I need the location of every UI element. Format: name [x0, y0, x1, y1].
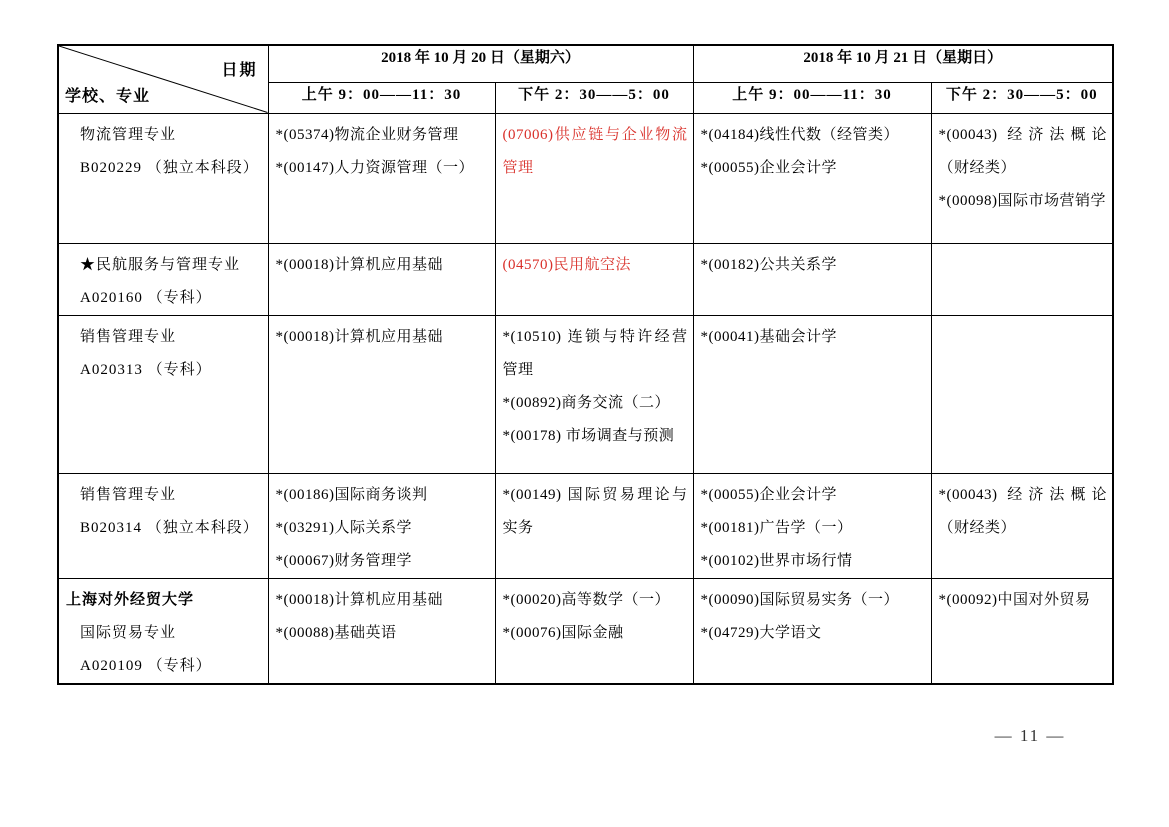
- session-header-sat-afternoon: 下午 2：30——5：00: [495, 82, 693, 113]
- school-profession-cell: [58, 473, 268, 578]
- header-date-row: [58, 45, 1113, 82]
- date-axis-label: 日期: [221, 62, 258, 79]
- table-row: [58, 113, 1113, 243]
- course-item: *(00892)商务交流（二）: [502, 394, 670, 411]
- session-courses-cell: [931, 578, 1113, 684]
- session-courses-cell: [693, 473, 931, 578]
- school-profession-cell: [58, 315, 268, 473]
- profession-label: A020313 （专科）: [80, 361, 212, 378]
- course-item: *(00018)计算机应用基础: [275, 591, 443, 608]
- school-profession-cell: [58, 243, 268, 315]
- course-item: *(00018)计算机应用基础: [275, 328, 443, 345]
- session-courses-cell: [268, 315, 495, 473]
- profession-label: B020314 （独立本科段）: [80, 519, 259, 536]
- course-item: *(00147)人力资源管理（一）: [275, 159, 474, 176]
- course-item: *(00043) 经济法概论（财经类）: [938, 126, 1108, 176]
- exam-table-body: [58, 113, 1113, 684]
- page-number: — 11 —: [994, 726, 1066, 745]
- course-item: *(04184)线性代数（经管类）: [700, 126, 900, 143]
- course-item: *(00055)企业会计学: [700, 486, 838, 503]
- date-header-sunday: 2018 年 10 月 21 日（星期日）: [693, 45, 1113, 82]
- course-item: *(00076)国际金融: [502, 624, 624, 641]
- session-courses-cell: [931, 113, 1113, 243]
- course-item: *(05374)物流企业财务管理: [275, 126, 459, 143]
- profession-label: 国际贸易专业: [80, 624, 177, 641]
- course-item: *(00181)广告学（一）: [700, 519, 853, 536]
- course-item: *(00098)国际市场营销学: [938, 192, 1107, 209]
- course-item: *(00018)计算机应用基础: [275, 256, 443, 273]
- course-item: *(00020)高等数学（一）: [502, 591, 670, 608]
- session-courses-cell: [693, 578, 931, 684]
- session-courses-cell: [931, 473, 1113, 578]
- school-profession-cell: [58, 578, 268, 684]
- course-item: *(00182)公共关系学: [700, 256, 838, 273]
- course-item-new-red: (04570)民用航空法: [502, 256, 631, 273]
- course-item: *(10510) 连锁与特许经营管理: [502, 328, 688, 378]
- table-row: [58, 473, 1113, 578]
- session-courses-cell: [931, 315, 1113, 473]
- session-courses-cell: [268, 243, 495, 315]
- course-item: *(00092)中国对外贸易: [938, 591, 1091, 608]
- course-item: *(00067)财务管理学: [275, 552, 412, 569]
- course-item: *(00149) 国际贸易理论与实务: [502, 486, 688, 536]
- course-item: *(00090)国际贸易实务（一）: [700, 591, 900, 608]
- session-courses-cell: [495, 473, 693, 578]
- profession-label: A020160 （专科）: [80, 289, 212, 306]
- session-courses-cell: [495, 243, 693, 315]
- school-major-axis-label: 学校、专业: [65, 87, 151, 105]
- profession-label: ★民航服务与管理专业: [80, 256, 241, 273]
- date-header-saturday: 2018 年 10 月 20 日（星期六）: [268, 45, 693, 82]
- course-item: *(00088)基础英语: [275, 624, 397, 641]
- session-header-sun-afternoon: 下午 2：30——5：00: [931, 82, 1113, 113]
- session-courses-cell: [495, 578, 693, 684]
- session-courses-cell: [268, 113, 495, 243]
- course-item: *(00178) 市场调查与预测: [502, 427, 675, 444]
- session-courses-cell: [268, 578, 495, 684]
- table-row: [58, 578, 1113, 684]
- diagonal-header-cell: [58, 45, 268, 113]
- session-courses-cell: [495, 315, 693, 473]
- profession-label: B020229 （独立本科段）: [80, 159, 259, 176]
- course-item: *(00102)世界市场行情: [700, 552, 853, 569]
- table-row: [58, 243, 1113, 315]
- course-item: *(00186)国际商务谈判: [275, 486, 428, 503]
- profession-label: A020109 （专科）: [80, 657, 212, 674]
- session-courses-cell: [931, 243, 1113, 315]
- course-item-new-red: (07006)供应链与企业物流管理: [502, 126, 688, 176]
- table-row: [58, 315, 1113, 473]
- school-profession-cell: [58, 113, 268, 243]
- exam-schedule-table: [57, 44, 1114, 685]
- profession-label: 销售管理专业: [80, 328, 177, 345]
- session-courses-cell: [693, 113, 931, 243]
- course-item: *(03291)人际关系学: [275, 519, 412, 536]
- session-header-sun-morning: 上午 9：00——11：30: [693, 82, 931, 113]
- course-item: *(00043) 经济法概论（财经类）: [938, 486, 1108, 536]
- course-item: *(04729)大学语文: [700, 624, 822, 641]
- course-item: *(00055)企业会计学: [700, 159, 838, 176]
- session-courses-cell: [268, 473, 495, 578]
- course-item: *(00041)基础会计学: [700, 328, 838, 345]
- session-header-sat-morning: 上午 9：00——11：30: [268, 82, 495, 113]
- school-name-label: 上海对外经贸大学: [66, 591, 195, 608]
- session-courses-cell: [693, 315, 931, 473]
- profession-label: 物流管理专业: [80, 126, 177, 143]
- profession-label: 销售管理专业: [80, 486, 177, 503]
- session-courses-cell: [495, 113, 693, 243]
- session-courses-cell: [693, 243, 931, 315]
